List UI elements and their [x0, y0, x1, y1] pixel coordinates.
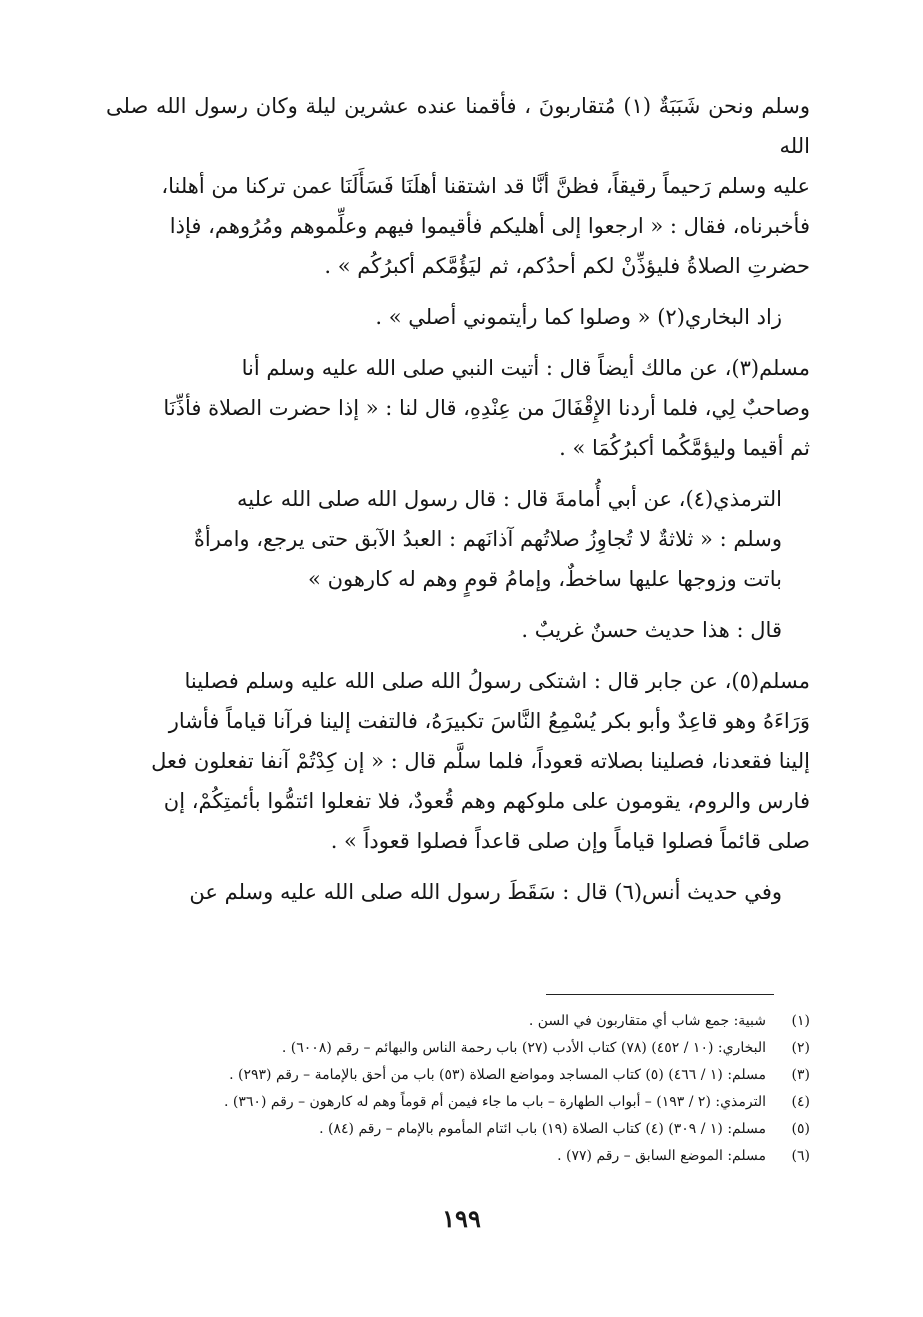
- text-line: وَرَاءَهُ وهو قاعِدٌ وأبو بكر يُسْمِعُ النَّاسَ تكبيرَهُ، فالتفت إلينا فرآنا قياماً فأشار: [168, 709, 810, 733]
- page-number: ١٩٩: [442, 1204, 481, 1233]
- text-line: باتت وزوجها عليها ساخطٌ، وإمامُ قومٍ وهم له كارهون »: [308, 567, 782, 591]
- paragraph: [106, 872, 810, 912]
- footnotes: [106, 1008, 810, 1170]
- paragraph: [106, 297, 810, 337]
- paragraph: [106, 610, 810, 650]
- footnote-number: (٢): [791, 1040, 810, 1056]
- footnote-number: (٤): [791, 1094, 810, 1110]
- footnote-text: البخاري: (١٠ / ٤٥٢) (٧٨) كتاب الأدب (٢٧) باب رحمة الناس والبهائم – رقم (٦٠٠٨) .: [281, 1040, 766, 1056]
- footnote-text: شبية: جمع شاب أي متقاربون في السن .: [528, 1013, 766, 1029]
- footnote-number: (٦): [791, 1148, 810, 1164]
- body-text: [106, 86, 810, 912]
- footnote-number: (٥): [791, 1121, 810, 1137]
- paragraph: [106, 348, 810, 468]
- text-line: فارس والروم، يقومون على ملوكهم وهم قُعودٌ، فلا تفعلوا ائتمُّوا بأئمتِكُمْ، إن: [163, 789, 810, 813]
- text-line: وسلم : « ثلاثةٌ لا تُجاوِزُ صلاتُهم آذانَهم : العبدُ الآبق حتى يرجع، وامرأةٌ: [193, 527, 782, 551]
- paragraph: [106, 86, 810, 286]
- text-line: حضرتِ الصلاةُ فليؤذِّنْ لكم أحدُكم، ثم ليَؤُمَّكم أكبرُكُم » .: [324, 254, 810, 278]
- paragraph: [106, 661, 810, 861]
- text-line: وفي حديث أنس(٦) قال : سَقَطَ رسول الله صلى الله عليه وسلم عن: [189, 880, 782, 904]
- text-line: ثم أقيما وليؤمَّكُما أكبرُكُمَا » .: [559, 436, 810, 460]
- text-line: مسلم(٥)، عن جابر قال : اشتكى رسولُ الله صلى الله عليه وسلم فصلينا: [184, 669, 810, 693]
- text-line: صلى قائماً فصلوا قياماً وإن صلى قاعداً فصلوا قعوداً » .: [330, 829, 810, 853]
- footnote-text: الترمذي: (٢ / ١٩٣) – أبواب الطهارة – باب ما جاء فيمن أم قوماً وهم له كارهون – رقم (٣٦٠) .: [224, 1094, 766, 1110]
- text-line: إلينا فقعدنا، فصلينا بصلاته قعوداً، فلما سلَّم قال : « إن كِدْتُمْ آنفا تفعلون فعل: [151, 749, 810, 773]
- footnote-text: مسلم: (١ / ٣٠٩) (٤) كتاب الصلاة (١٩) باب ائتام المأموم بالإمام – رقم (٨٤) .: [319, 1121, 766, 1137]
- text-line: عليه وسلم رَحيماً رقيقاً، فظنَّ أنَّا قد اشتقنا أهلَنَا فَسَأَلَنَا عمن تركنا من أهلنا،: [161, 174, 810, 198]
- text-line: وصاحبٌ لِي، فلما أردنا الإِقْفَالَ من عِنْدِهِ، قال لنا : « إذا حضرت الصلاة فأذِّنَا: [163, 396, 810, 420]
- text-line: قال : هذا حديث حسنٌ غريبٌ .: [521, 618, 782, 642]
- text-line: مسلم(٣)، عن مالك أيضاً قال : أتيت النبي صلى الله عليه وسلم أنا: [241, 356, 810, 380]
- text-line: فأخبرناه، فقال : « ارجعوا إلى أهليكم فأقيموا فيهم وعلِّموهم ومُرُوهم، فإذا: [169, 214, 810, 238]
- text-line: زاد البخاري(٢) « وصلوا كما رأيتموني أصلي » .: [375, 305, 782, 329]
- footnote: [106, 1035, 810, 1062]
- text-line: وسلم ونحن شَبَبَةٌ (١) مُتقاربونَ ، فأقمنا عنده عشرين ليلة وكان رسول الله صلى الله: [106, 94, 810, 158]
- footnote: [106, 1116, 810, 1143]
- footnote-text: مسلم: (١ / ٤٦٦) (٥) كتاب المساجد ومواضع الصلاة (٥٣) باب من أحق بالإمامة – رقم (٢٩٣) .: [229, 1067, 766, 1083]
- footnote: [106, 1089, 810, 1116]
- footnote-text: مسلم: الموضع السابق – رقم (٧٧) .: [557, 1148, 766, 1164]
- footnote-number: (٣): [791, 1067, 810, 1083]
- text-line: الترمذي(٤)، عن أبي أُمامةَ قال : قال رسول الله صلى الله عليه: [237, 487, 782, 511]
- footnote-divider: [546, 994, 774, 995]
- footnote: [106, 1062, 810, 1089]
- footnote: [106, 1008, 810, 1035]
- paragraph: [106, 479, 810, 599]
- footnote: [106, 1143, 810, 1170]
- footnote-number: (١): [791, 1013, 810, 1029]
